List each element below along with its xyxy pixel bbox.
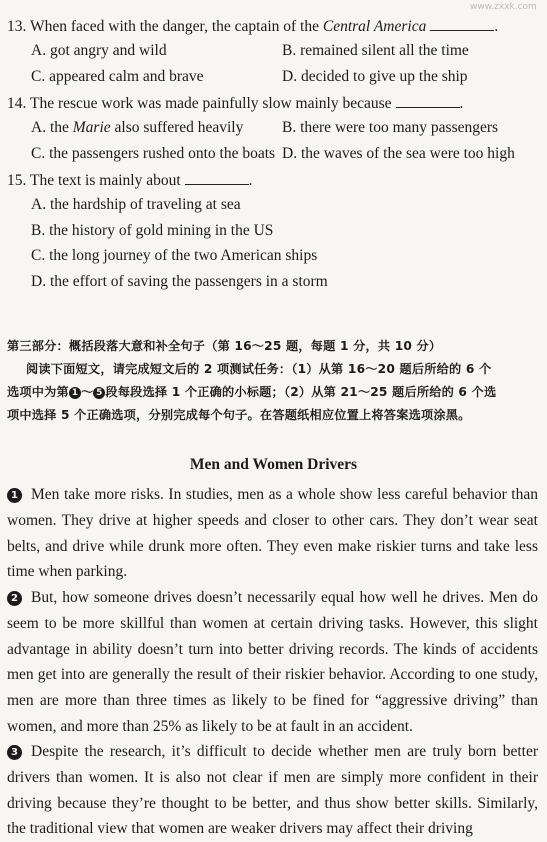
article-paragraph-3: 3 Despite the research, it’s difficult to decide whether men are truly born better drivers than women. It is also not clear if men are simply more confident in their driving because they’re thought to be better, and thus show better skills. Similarly, the traditional view that women are weaker drivers may affect their driving (7, 743, 538, 838)
section3-instruction-line1: 阅读下面短文，请完成短文后的 2 项测试任务：（1）从第 16～20 题后所给的 6 个 (26, 362, 492, 376)
option-15a: A. the hardship of traveling at sea (31, 196, 241, 213)
watermark: www.zxxk.com (470, 2, 537, 12)
answer-blank (430, 16, 494, 31)
section3-heading: 第三部分：概括段落大意和补全句子（第 16～25 题，每题 1 分，共 10 分） (7, 339, 442, 353)
option-15d: D. the effort of saving the passengers in a storm (31, 273, 328, 290)
article-paragraph-2: 2 But, how someone drives doesn’t necessarily equal how well he drives. Men do seem to be more skillful than women at certain driving tasks. However, this slight advantage in ability doesn’t turn into better driving records. The kinds of accidents men get into are generally the result of their riskier behavior. According to one study, men are more than three times as likely to be fined for “aggressive driving” than women, and more than 25% as likely to be at fault in an accident. (7, 589, 538, 735)
answer-blank (396, 93, 460, 108)
paragraph-number-badge: 1 (7, 488, 22, 503)
article-title: Men and Women Drivers (189, 456, 358, 473)
article-paragraph-1: 1 Men take more risks. In studies, men as a whole show less careful behavior than women. They drive at higher speeds and closer to other cars. They don’t wear seat belts, and drive while drunk more often. They even make riskier turns and take less time when parking. (7, 486, 538, 581)
question-14-stem: 14. The rescue work was made painfully slow mainly because . (7, 95, 464, 112)
circled-number: 1 (69, 387, 81, 399)
option-15c: C. the long journey of the two American ships (31, 247, 318, 264)
option-14d: D. the waves of the sea were too high (282, 145, 515, 162)
option-13a: A. got angry and wild (31, 42, 167, 59)
circled-number: 5 (93, 387, 105, 399)
paragraph-number-badge: 3 (7, 745, 22, 760)
option-14b: B. there were too many passengers (282, 119, 499, 136)
ship-name-italic: Central America (322, 18, 427, 35)
section3-instruction-line3: 项中选择 5 个正确选项，分别完成每个句子。在答题纸相应位置上将答案选项涂黑。 (7, 408, 471, 422)
option-14c: C. the passengers rushed onto the boats (31, 145, 276, 162)
question-15-stem: 15. The text is mainly about . (7, 172, 253, 189)
option-13c: C. appeared calm and brave (31, 68, 204, 85)
answer-blank (185, 170, 249, 185)
paragraph-number-badge: 2 (7, 591, 22, 606)
option-13d: D. decided to give up the ship (282, 68, 468, 85)
option-15b: B. the history of gold mining in the US (31, 222, 274, 239)
option-13b: B. remained silent all the time (282, 42, 469, 59)
section3-instruction-line2: 选项中为第 1 ～ 5 段每段选择 1 个正确的小标题；（2）从第 21～25 题后所给的 6 个选 (7, 385, 497, 399)
question-13-stem: 13. When faced with the danger, the captain of the Central America . (7, 18, 499, 35)
option-14a: A. the Marie also suffered heavily (31, 119, 244, 136)
